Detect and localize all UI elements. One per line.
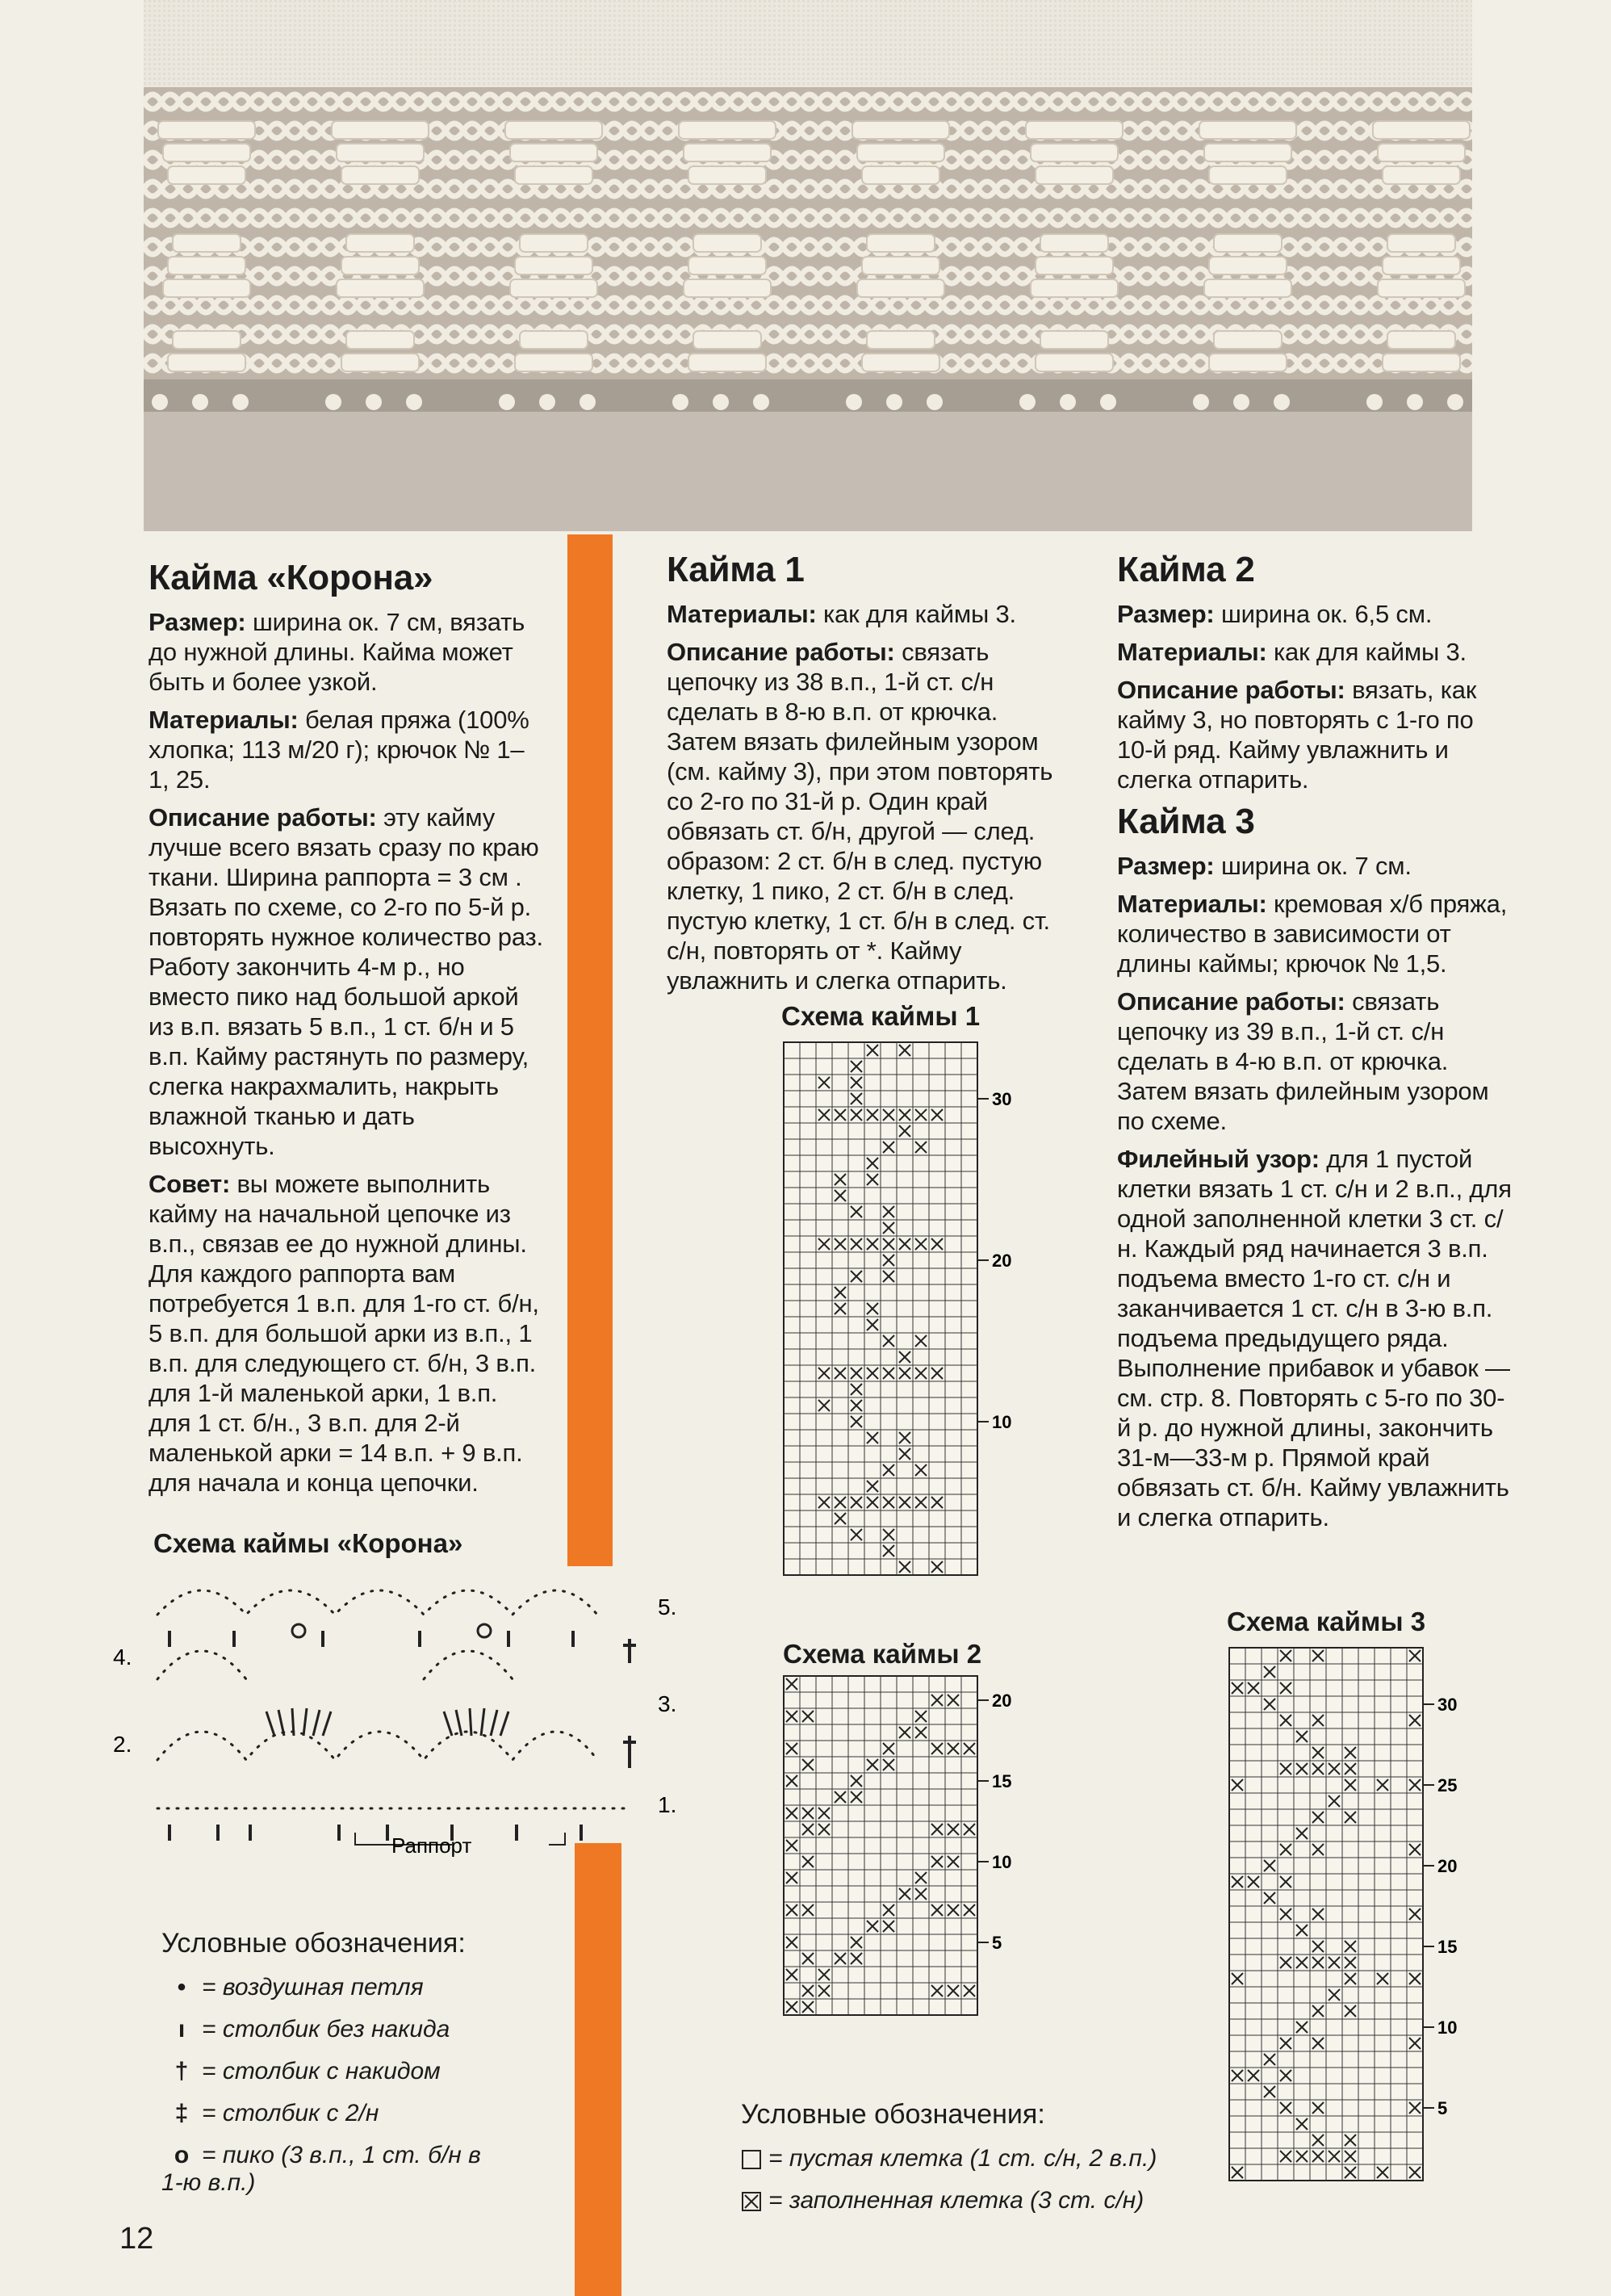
legend-right-empty: = пустая клетка (1 ст. с/н, 2 в.п.) [741, 2145, 1157, 2172]
kaima3-grid [1228, 1647, 1535, 2228]
kaima3-row-number: 25 [1437, 1775, 1458, 1795]
kaima3-materials: Материалы: кремовая х/б пряжа, количество в зависимости от длины каймы; крючок № 1,5. [1117, 890, 1508, 978]
rapport-label: Раппорт [391, 1833, 472, 1857]
korona-title: Кайма «Корона» [149, 558, 433, 597]
single-crochet-icon: ı [178, 2016, 186, 2043]
kaima2-row-number: 10 [992, 1852, 1012, 1872]
legend-right [741, 2099, 1157, 2229]
korona-row-5: 5. [658, 1594, 677, 1619]
korona-row-4: 4. [113, 1644, 132, 1670]
kaima3-chart-title: Схема каймы 3 [1227, 1607, 1426, 1636]
legend-left-row-3: ‡ = столбик с 2/н [161, 2100, 500, 2127]
legend-left-head: Условные обозначения: [161, 1928, 466, 1959]
legend-left-row-0: • = воздушная петля [161, 1974, 500, 2001]
legend-left [161, 1928, 500, 2211]
lace-border-photo [144, 0, 1472, 531]
korona-chart-title: Схема каймы «Корона» [153, 1528, 463, 1558]
korona-row-2: 2. [113, 1732, 132, 1757]
kaima1-work: Описание работы: связать цепочку из 38 в.п., 1-й ст. с/н сделать в 8-ю в.п. от крючка. Затем вязать филейным узором (см. кайму 3), при этом повторять со 2-го по 31-й р. Один край обвязать ст. б/н, другой — след. образом: 2 ст. б/н в след. пустую клетку, 1 пико, 2 ст. б/н в след. пустую клетку, 1 ст. б/н в след. ст. с/н, повторять от *. Кайму увлажнить и слегка отпарить. [667, 638, 1053, 995]
kaima3-section [1117, 801, 1513, 1540]
korona-materials: Материалы: белая пряжа (100% хлопка; 113 м/20 г); крючок № 1–1, 25. [149, 706, 529, 794]
kaima2-chart-title: Схема каймы 2 [783, 1639, 982, 1669]
kaima1-grid [783, 1041, 1041, 1582]
double-crochet-icon: † [174, 2058, 189, 2084]
kaima2-materials: Материалы: как для каймы 3. [1117, 638, 1467, 666]
picot-icon: o [174, 2142, 190, 2168]
kaima3-row-number: 15 [1437, 1937, 1458, 1957]
korona-tip: Совет: вы можете выполнить кайму на начальной цепочке из в.п., связав ее до нужной длины. Для каждого раппорта вам потребуется 1 в.п. для 1-го ст. б/н, 5 в.п. для большой арки из в.п., 1 в.п. для следующего ст. б/н, 3 в.п. для 1-й маленькой арки, 1 в.п. для 1 ст. б/н., 3 в.п. для 2-й маленькой арки = 14 в.п. + 9 в.п. для начала и конца цепочки. [149, 1170, 539, 1497]
kaima1-row-number: 30 [992, 1089, 1012, 1109]
orange-stripe-top [567, 534, 613, 1566]
korona-section [149, 557, 544, 1506]
kaima2-title: Кайма 2 [1117, 550, 1255, 589]
korona-work: Описание работы: эту кайму лучше всего вязать сразу по краю ткани. Ширина раппорта = 3 см . Вязать по схеме, со 2-го по 5-й р. повторять нужное количество раз. Работу закончить 4-м р., но вместо пико над большой аркой из в.п. вязать 5 в.п., 1 ст. б/н и 5 в.п. Кайму растянуть по размеру, слегка накрахмалить, накрыть влажной тканью и дать высохнуть. [149, 803, 543, 1160]
kaima2-grid [783, 1675, 1041, 2047]
filled-cell-icon [741, 2191, 762, 2212]
korona-row-1: 1. [658, 1792, 677, 1817]
lace-border-photo-icon [144, 0, 1472, 531]
korona-row-3: 3. [658, 1691, 677, 1716]
page-number: 12 [119, 2222, 154, 2256]
kaima3-row-number: 30 [1437, 1695, 1458, 1715]
kaima3-row-number: 5 [1437, 2098, 1448, 2118]
legend-left-row-1: ı = столбик без накида [161, 2016, 500, 2043]
treble-crochet-icon: ‡ [174, 2100, 189, 2126]
orange-stripe-bottom [575, 1843, 621, 2296]
kaima2-size: Размер: ширина ок. 6,5 см. [1117, 600, 1433, 628]
legend-right-filled: = заполненная клетка (3 ст. с/н) [741, 2187, 1157, 2214]
korona-chart [113, 1566, 694, 1857]
kaima3-filet: Филейный узор: для 1 пустой клетки вязать 1 ст. с/н и 2 в.п., для одной заполненной клетки 3 ст. с/н. Каждый ряд начинается 3 в.п. подъема вместо 1-го ст. с/н и заканчивается 1 ст. с/н в 3-ю в.п. подъема предыдущего ряда. Выполнение прибавок и убавок — см. стр. 8. Повторять с 5-го по 30-й р. до нужной длины, закончить 31-м—33-м р. Прямой край обвязать ст. б/н. Кайму увлажнить и слегка отпарить. [1117, 1145, 1512, 1531]
kaima3-title: Кайма 3 [1117, 802, 1255, 841]
kaima2-section [1117, 549, 1513, 802]
korona-size: Размер: ширина ок. 7 см, вязать до нужной длины. Кайма может быть и более узкой. [149, 608, 525, 696]
kaima2-work: Описание работы: вязать, как кайму 3, но повторять с 1-го по 10-й ряд. Кайму увлажнить и слегка отпарить. [1117, 676, 1477, 794]
empty-cell-icon [741, 2149, 762, 2170]
kaima1-materials: Материалы: как для каймы 3. [667, 600, 1016, 628]
kaima1-chart-title: Схема каймы 1 [781, 1001, 981, 1031]
kaima1-title: Кайма 1 [667, 550, 805, 589]
kaima1-row-number: 20 [992, 1251, 1012, 1271]
legend-left-row-2: † = столбик с накидом [161, 2058, 500, 2085]
chain-stitch-icon: • [177, 1974, 186, 2001]
legend-left-row-4: o = пико (3 в.п., 1 ст. б/н в 1-ю в.п.) [161, 2142, 481, 2196]
kaima3-work: Описание работы: связать цепочку из 39 в.п., 1-й ст. с/н сделать в 4-ю в.п. от крючка. Затем вязать филейным узором по схеме. [1117, 987, 1489, 1135]
kaima3-row-number: 20 [1437, 1856, 1458, 1876]
kaima1-row-number: 10 [992, 1412, 1012, 1432]
legend-right-head: Условные обозначения: [741, 2099, 1045, 2130]
kaima2-row-number: 5 [992, 1933, 1002, 1953]
kaima2-row-number: 15 [992, 1771, 1012, 1791]
kaima3-size: Размер: ширина ок. 7 см. [1117, 852, 1412, 880]
kaima2-row-number: 20 [992, 1691, 1012, 1711]
kaima1-section [667, 549, 1062, 1003]
kaima3-row-number: 10 [1437, 2017, 1458, 2038]
